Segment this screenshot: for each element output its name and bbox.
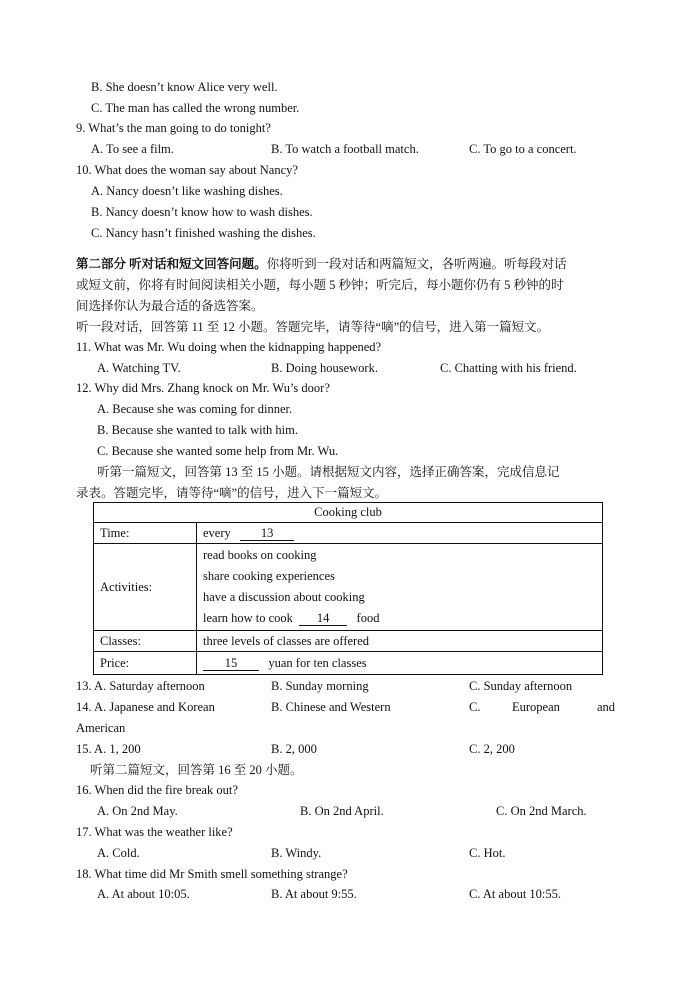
- blank-13: 13: [240, 527, 294, 541]
- price-label: Price:: [94, 652, 197, 675]
- classes-label: Classes:: [94, 631, 197, 652]
- table-row: [94, 544, 603, 631]
- time-label: Time:: [94, 523, 197, 544]
- table-row: [94, 652, 603, 675]
- table-row: [94, 523, 603, 544]
- cooking-club-table: [93, 502, 603, 675]
- activities-label: Activities:: [94, 544, 197, 631]
- table-title: Cooking club: [94, 503, 603, 523]
- blank-15: 15: [203, 657, 259, 671]
- price-value: 15 yuan for ten classes: [197, 652, 603, 675]
- blank-14: 14: [299, 612, 347, 626]
- activities-value: read books on cooking share cooking experiences have a discussion about cooking learn how to cook 14 food: [197, 544, 603, 631]
- classes-value: three levels of classes are offered: [197, 631, 603, 652]
- table-row: [94, 631, 603, 652]
- time-value: every 13: [197, 523, 603, 544]
